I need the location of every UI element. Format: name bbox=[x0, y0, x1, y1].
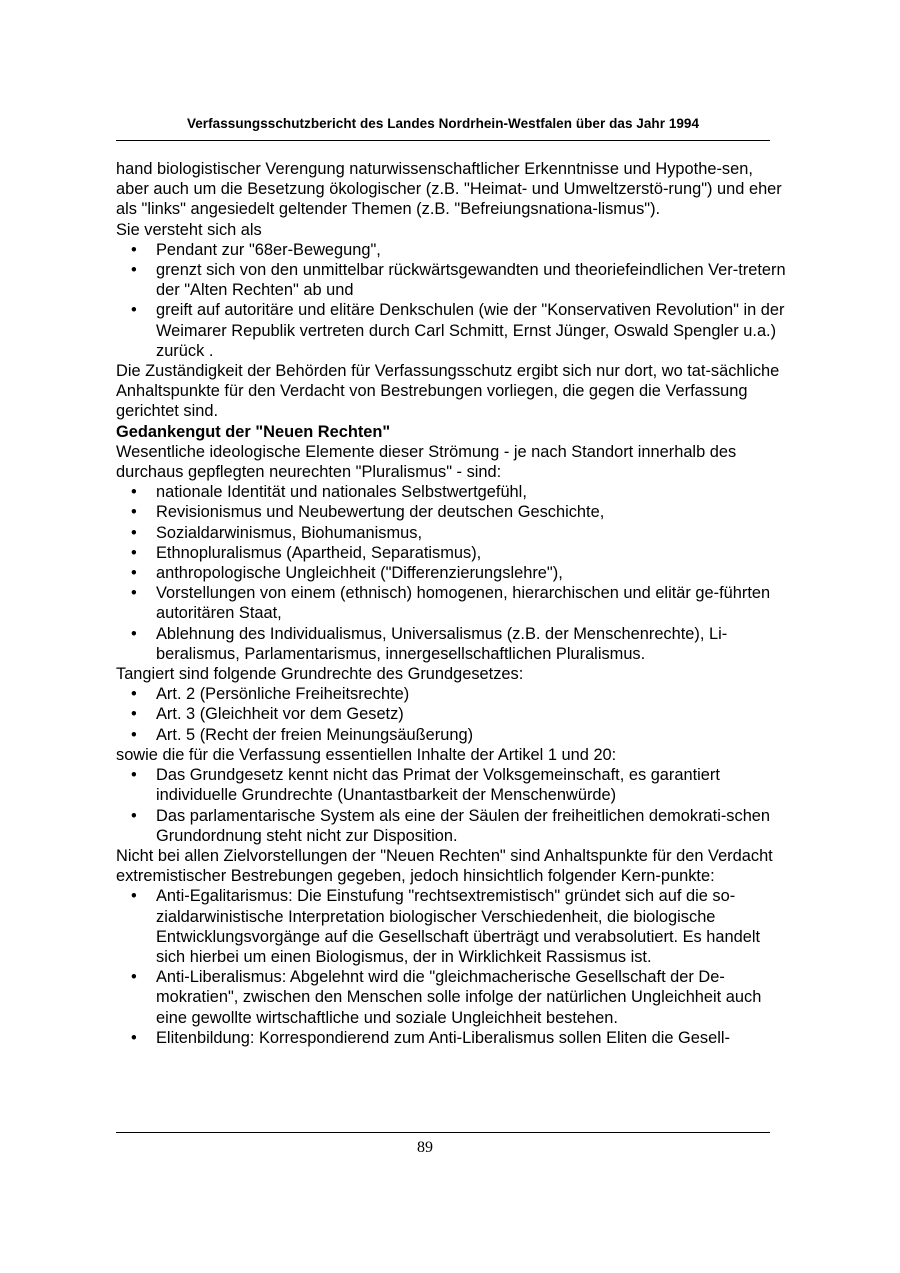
list-item: • Das parlamentarische System als eine der Säulen der freiheitlichen demokrati-schen Grundordnung steht nicht zur Disposition. bbox=[131, 806, 771, 845]
list-item: • Anti-Liberalismus: Abgelehnt wird die "gleichmacherische Gesellschaft der De-mokratien", zwischen den Menschen solle infolge der natürlichen Ungleichheit auch eine gewollte wirtschaftliche und soziale Ungleichheit bestehen. bbox=[131, 968, 762, 1027]
bullet-icon: • bbox=[131, 806, 137, 825]
paragraph: Wesentliche ideologische Elemente dieser Strömung - je nach Standort innerhalb des durchaus gepflegten neurechten "Pluralismus" - sind: bbox=[116, 442, 737, 482]
bullet-icon: • bbox=[131, 887, 137, 906]
bullet-list bbox=[116, 765, 788, 846]
list-item: • Sozialdarwinismus, Biohumanismus, bbox=[131, 523, 422, 542]
bullet-icon: • bbox=[131, 705, 137, 724]
list-item: • Vorstellungen von einem (ethnisch) homogenen, hierarchischen und elitär ge-führten autoritären Staat, bbox=[131, 584, 771, 623]
section-heading: Gedankengut der "Neuen Rechten" bbox=[116, 422, 391, 441]
list-item: • Elitenbildung: Korrespondierend zum Anti-Liberalismus sollen Eliten die Gesell- bbox=[131, 1028, 730, 1047]
paragraph: sowie die für die Verfassung essentiellen Inhalte der Artikel 1 und 20: bbox=[116, 745, 617, 764]
bullet-icon: • bbox=[131, 766, 137, 785]
list-item: • Art. 5 (Recht der freien Meinungsäußerung) bbox=[131, 725, 474, 744]
list-item: • anthropologische Ungleichheit ("Differenzierungslehre"), bbox=[131, 564, 563, 583]
bullet-icon: • bbox=[131, 240, 137, 259]
bullet-icon: • bbox=[131, 685, 137, 704]
list-item: • Art. 2 (Persönliche Freiheitsrechte) bbox=[131, 685, 410, 704]
list-item: • Ablehnung des Individualismus, Universalismus (z.B. der Menschenrechte), Li-beralismus, Parlamentarismus, innergesellschaftlichen Pluralismus. bbox=[131, 624, 728, 663]
bullet-icon: • bbox=[131, 584, 137, 603]
bullet-icon: • bbox=[131, 1028, 137, 1047]
bullet-icon: • bbox=[131, 624, 137, 643]
bullet-icon: • bbox=[131, 968, 137, 987]
running-header: Verfassungsschutzbericht des Landes Nordrhein-Westfalen über das Jahr 1994 bbox=[186, 116, 700, 131]
paragraph: Nicht bei allen Zielvorstellungen der "Neuen Rechten" sind Anhaltspunkte für den Verdacht extremistischer Bestrebungen gegeben, jedoch hinsichtlich folgender Kern-punkte: bbox=[116, 846, 773, 886]
bullet-icon: • bbox=[131, 725, 137, 744]
bullet-icon: • bbox=[131, 261, 137, 280]
body-text bbox=[116, 159, 788, 1048]
bullet-icon: • bbox=[131, 543, 137, 562]
header-rule bbox=[116, 140, 770, 141]
bullet-icon: • bbox=[131, 523, 137, 542]
paragraph: Die Zuständigkeit der Behörden für Verfassungsschutz ergibt sich nur dort, wo tat-sächliche Anhaltspunkte für den Verdacht von Bestrebungen vorliegen, die gegen die Verfassung gerichtet sind. bbox=[116, 362, 780, 421]
list-item: • greift auf autoritäre und elitäre Denkschulen (wie der "Konservativen Revolution" in der Weimarer Republik vertreten durch Carl Schmitt, Ernst Jünger, Oswald Spengler u.a.) zurück . bbox=[131, 301, 785, 360]
list-item: • Pendant zur "68er-Bewegung", bbox=[131, 240, 381, 259]
bullet-icon: • bbox=[131, 564, 137, 583]
list-item: • Anti-Egalitarismus: Die Einstufung "rechtsextremistisch" gründet sich auf die so-zialdarwinistische Interpretation biologischer Verschiedenheit, die biologische Entwicklungsvorgänge auf die Gesellschaft überträgt und verabsolutiert. Es handelt sich hierbei um einen Biologismus, der in Wirklichkeit Rassismus ist. bbox=[131, 887, 761, 966]
bullet-list bbox=[116, 684, 788, 745]
paragraph: hand biologistischer Verengung naturwissenschaftlicher Erkenntnisse und Hypothe-sen, aber auch um die Besetzung ökologischer (z.B. "Heimat- und Umweltzerstö-rung") und eher als "links" angesiedelt geltender Themen (z.B. "Befreiungsnationa-lismus"). bbox=[116, 160, 782, 219]
bullet-icon: • bbox=[131, 301, 137, 320]
bullet-icon: • bbox=[131, 483, 137, 502]
list-item: • Revisionismus und Neubewertung der deutschen Geschichte, bbox=[131, 503, 605, 522]
bullet-icon: • bbox=[131, 503, 137, 522]
paragraph: Sie versteht sich als bbox=[116, 220, 262, 239]
list-item: • Ethnopluralismus (Apartheid, Separatismus), bbox=[131, 543, 482, 562]
footer-rule bbox=[116, 1132, 770, 1133]
paragraph: Tangiert sind folgende Grundrechte des Grundgesetzes: bbox=[116, 665, 524, 684]
list-item: • grenzt sich von den unmittelbar rückwärtsgewandten und theoriefeindlichen Ver-tretern der "Alten Rechten" ab und bbox=[131, 261, 786, 300]
list-item: • Art. 3 (Gleichheit vor dem Gesetz) bbox=[131, 705, 404, 724]
list-item: • nationale Identität und nationales Selbstwertgefühl, bbox=[131, 483, 527, 502]
bullet-list bbox=[116, 240, 788, 361]
list-item: • Das Grundgesetz kennt nicht das Primat der Volksgemeinschaft, es garantiert individuelle Grundrechte (Unantastbarkeit der Menschenwürde) bbox=[131, 766, 720, 805]
bullet-list bbox=[116, 886, 788, 1048]
bullet-list bbox=[116, 482, 788, 664]
page-number: 89 bbox=[417, 1139, 433, 1156]
